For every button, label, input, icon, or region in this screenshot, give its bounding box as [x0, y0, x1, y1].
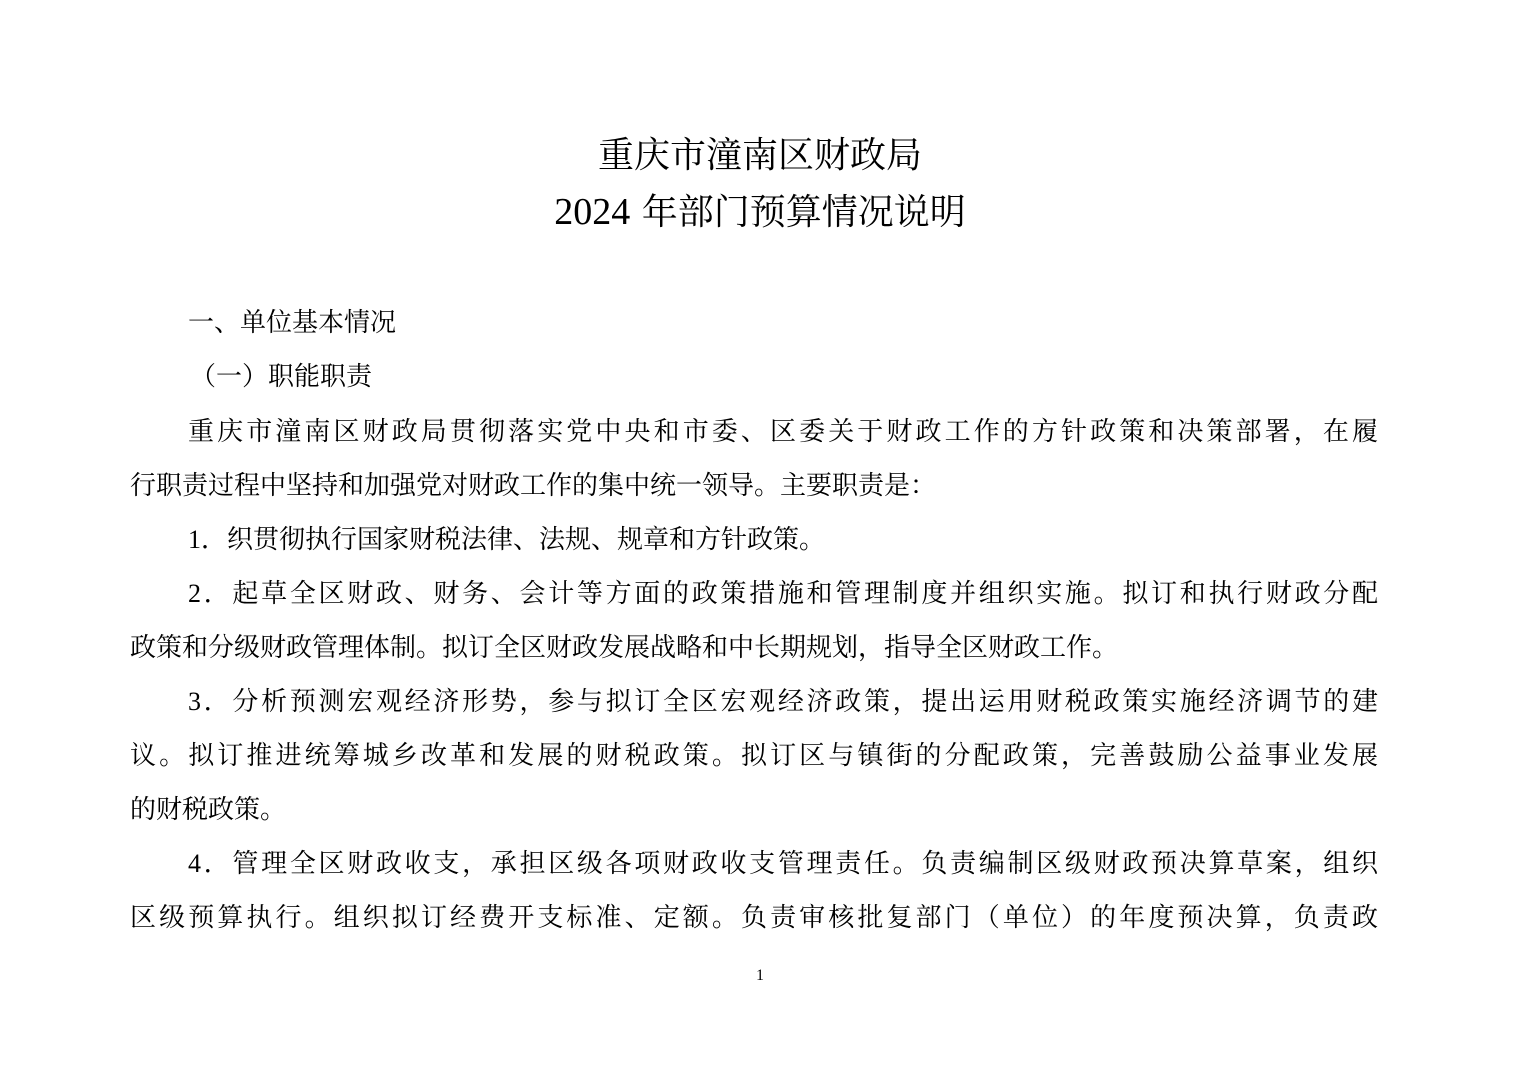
- title-year: 2024: [554, 191, 631, 233]
- subsection-heading-duties: （一）职能职责: [190, 362, 373, 392]
- section-heading-basic-info: 一、单位基本情况: [188, 308, 397, 338]
- duty-item-2-line2: 政策和分级财政管理体制。拟订全区财政发展战略和中长期规划，指导全区财政工作。: [130, 633, 1119, 663]
- duty-item-3-number: 3: [188, 687, 201, 716]
- document-title-line1: 重庆市潼南区财政局: [597, 135, 922, 176]
- duty-item-1: [188, 524, 825, 556]
- duty-item-4-line1: [188, 848, 1378, 880]
- duty-item-2-number: 2: [188, 579, 201, 608]
- duty-item-2-text: ．起草全区财政、财务、会计等方面的政策措施和管理制度并组织实施。拟订和执行财政分配: [201, 579, 1378, 609]
- title-line2-text: 年部门预算情况说明: [630, 192, 966, 233]
- duty-item-2-line1: [188, 578, 1378, 610]
- duty-item-1-number: 1: [188, 525, 201, 554]
- document-title-line2: [0, 192, 1520, 233]
- duty-item-4-line2: 区级预算执行。组织拟订经费开支标准、定额。负责审核批复部门（单位）的年度预决算，负责政: [130, 903, 1378, 933]
- page-number: 1: [756, 967, 764, 984]
- duty-item-4-text: ．管理全区财政收支，承担区级各项财政收支管理责任。负责编制区级财政预决算草案，组织: [201, 849, 1378, 879]
- duty-item-3-text: ．分析预测宏观经济形势，参与拟订全区宏观经济政策，提出运用财税政策实施经济调节的建: [201, 687, 1378, 717]
- duty-item-3-line1: [188, 686, 1378, 718]
- duty-item-1-text: ．织贯彻执行国家财税法律、法规、规章和方针政策。: [201, 525, 826, 555]
- intro-paragraph-line2: 行职责过程中坚持和加强党对财政工作的集中统一领导。主要职责是：: [130, 471, 937, 501]
- intro-paragraph-line1: 重庆市潼南区财政局贯彻落实党中央和市委、区委关于财政工作的方针政策和决策部署，在履: [188, 417, 1378, 447]
- duty-item-3-line3: 的财税政策。: [130, 795, 287, 825]
- duty-item-4-number: 4: [188, 849, 201, 878]
- duty-item-3-line2: 议。拟订推进统筹城乡改革和发展的财税政策。拟订区与镇街的分配政策，完善鼓励公益事业发展: [130, 741, 1378, 771]
